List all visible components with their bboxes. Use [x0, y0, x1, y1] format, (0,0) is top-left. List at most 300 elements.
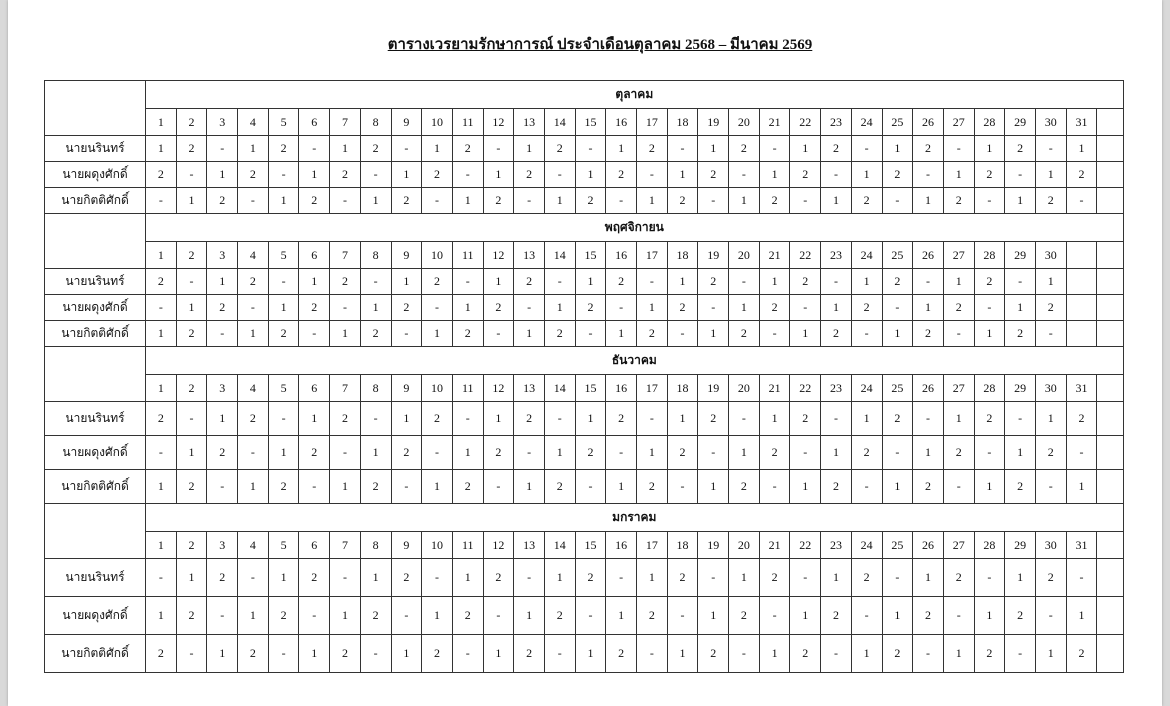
shift-cell: 2	[667, 436, 698, 470]
day-number: 3	[207, 532, 238, 559]
shift-cell: -	[1005, 635, 1036, 673]
shift-cell: 2	[913, 470, 944, 504]
shift-cell: -	[514, 188, 545, 214]
shift-cell: 1	[821, 559, 852, 597]
shift-cell: 1	[606, 470, 637, 504]
day-number: 30	[1035, 242, 1066, 269]
shift-cell: -	[299, 321, 330, 347]
shift-cell: 2	[821, 470, 852, 504]
shift-cell: 2	[882, 635, 913, 673]
shift-cell: 1	[207, 635, 238, 673]
shift-cell: 2	[514, 162, 545, 188]
shift-cell: 2	[238, 269, 269, 295]
shift-cell: 1	[422, 597, 453, 635]
shift-cell: 2	[146, 269, 177, 295]
shift-cell: 2	[943, 559, 974, 597]
shift-cell: 2	[422, 635, 453, 673]
day-number: 11	[452, 109, 483, 136]
empty-cell	[1097, 375, 1123, 402]
day-number: 7	[330, 109, 361, 136]
day-number: 8	[360, 109, 391, 136]
shift-cell: -	[790, 295, 821, 321]
person-row	[45, 295, 1124, 321]
shift-cell: -	[913, 162, 944, 188]
day-number: 26	[913, 109, 944, 136]
day-number: 22	[790, 375, 821, 402]
shift-cell: 2	[514, 635, 545, 673]
empty-cell	[1097, 136, 1123, 162]
shift-cell: -	[146, 559, 177, 597]
shift-cell: -	[452, 402, 483, 436]
person-name: นายผดุงศักดิ์	[45, 162, 146, 188]
shift-cell: -	[422, 436, 453, 470]
shift-cell: -	[207, 470, 238, 504]
day-number: 25	[882, 242, 913, 269]
day-number: 19	[698, 375, 729, 402]
person-name: นายผดุงศักดิ์	[45, 295, 146, 321]
day-number: 29	[1005, 109, 1036, 136]
shift-cell: -	[698, 559, 729, 597]
shift-cell: 2	[360, 136, 391, 162]
shift-cell: 2	[146, 635, 177, 673]
shift-cell: 1	[851, 402, 882, 436]
shift-cell: 2	[943, 188, 974, 214]
shift-cell: 2	[606, 402, 637, 436]
shift-cell: -	[483, 470, 514, 504]
shift-cell: 1	[575, 269, 606, 295]
shift-cell: 1	[544, 436, 575, 470]
shift-cell: -	[544, 269, 575, 295]
shift-cell: -	[698, 188, 729, 214]
month-name: ธันวาคม	[146, 347, 1124, 375]
shift-cell: -	[452, 162, 483, 188]
document-title: ตารางเวรยามรักษาการณ์ ประจำเดือนตุลาคม 2568 – มีนาคม 2569	[387, 37, 813, 53]
person-name: นายกิตติศักดิ์	[45, 635, 146, 673]
shift-cell: 1	[698, 597, 729, 635]
shift-cell: 1	[452, 295, 483, 321]
shift-cell: 2	[851, 295, 882, 321]
day-number: 15	[575, 375, 606, 402]
shift-cell: 2	[790, 162, 821, 188]
shift-cell: 1	[238, 136, 269, 162]
shift-cell: 1	[759, 269, 790, 295]
shift-cell: -	[637, 402, 668, 436]
day-number: 7	[330, 242, 361, 269]
shift-cell: 1	[851, 269, 882, 295]
shift-cell: -	[299, 136, 330, 162]
shift-cell: 2	[268, 470, 299, 504]
shift-cell: 2	[1066, 162, 1097, 188]
shift-cell: 2	[667, 295, 698, 321]
day-number: 21	[759, 242, 790, 269]
day-number: 14	[544, 375, 575, 402]
shift-cell: 1	[1035, 635, 1066, 673]
day-number: 30	[1035, 375, 1066, 402]
shift-cell: 1	[821, 436, 852, 470]
shift-cell: 1	[606, 597, 637, 635]
day-number: 18	[667, 242, 698, 269]
day-number: 6	[299, 375, 330, 402]
shift-cell: 2	[882, 402, 913, 436]
shift-cell: 2	[667, 188, 698, 214]
empty-cell	[1066, 242, 1097, 269]
shift-cell: 2	[790, 635, 821, 673]
shift-cell: 1	[360, 436, 391, 470]
shift-cell: 2	[146, 162, 177, 188]
day-number: 5	[268, 109, 299, 136]
shift-cell: 1	[330, 136, 361, 162]
day-number: 22	[790, 532, 821, 559]
shift-cell: 1	[729, 436, 760, 470]
shift-cell: 1	[299, 402, 330, 436]
shift-cell: 1	[544, 188, 575, 214]
day-number: 19	[698, 109, 729, 136]
shift-cell: 1	[913, 436, 944, 470]
shift-cell: 2	[360, 470, 391, 504]
shift-cell: 2	[913, 597, 944, 635]
day-number: 2	[176, 109, 207, 136]
shift-cell: 2	[544, 470, 575, 504]
empty-cell	[1097, 635, 1123, 673]
day-number: 31	[1066, 109, 1097, 136]
shift-cell: 1	[452, 436, 483, 470]
day-number: 25	[882, 532, 913, 559]
day-number: 14	[544, 242, 575, 269]
shift-cell: 1	[1005, 295, 1036, 321]
shift-cell: 1	[268, 559, 299, 597]
shift-cell: -	[882, 559, 913, 597]
day-number: 13	[514, 375, 545, 402]
day-number: 4	[238, 375, 269, 402]
shift-cell: 2	[483, 295, 514, 321]
shift-cell: 1	[299, 162, 330, 188]
shift-cell: -	[514, 559, 545, 597]
shift-cell: -	[637, 162, 668, 188]
day-number: 27	[943, 375, 974, 402]
shift-cell: 1	[452, 188, 483, 214]
shift-cell: 2	[913, 136, 944, 162]
shift-cell: -	[330, 559, 361, 597]
shift-cell: 1	[422, 321, 453, 347]
shift-cell: -	[637, 269, 668, 295]
shift-cell: 2	[1066, 402, 1097, 436]
shift-cell: -	[606, 436, 637, 470]
shift-cell: 1	[330, 470, 361, 504]
day-number: 25	[882, 375, 913, 402]
shift-cell: 2	[851, 559, 882, 597]
shift-cell: -	[575, 597, 606, 635]
shift-cell: 2	[575, 295, 606, 321]
shift-cell: 1	[974, 597, 1005, 635]
shift-cell: 1	[391, 162, 422, 188]
shift-cell: 1	[698, 470, 729, 504]
day-number: 10	[422, 375, 453, 402]
shift-cell: 2	[1035, 188, 1066, 214]
shift-cell: 1	[1066, 470, 1097, 504]
day-number: 9	[391, 109, 422, 136]
person-row	[45, 321, 1124, 347]
empty-cell	[1097, 269, 1123, 295]
empty-cell	[1097, 242, 1123, 269]
shift-cell: 2	[483, 436, 514, 470]
day-number: 27	[943, 242, 974, 269]
day-number: 27	[943, 532, 974, 559]
shift-cell: 1	[943, 635, 974, 673]
shift-cell: -	[974, 436, 1005, 470]
shift-cell: 2	[606, 269, 637, 295]
shift-cell: -	[606, 188, 637, 214]
shift-cell: 2	[176, 321, 207, 347]
shift-cell: -	[606, 295, 637, 321]
day-number: 21	[759, 375, 790, 402]
shift-cell: 2	[452, 136, 483, 162]
shift-cell: 1	[913, 559, 944, 597]
shift-cell: -	[759, 136, 790, 162]
shift-cell: -	[851, 321, 882, 347]
day-number: 10	[422, 109, 453, 136]
shift-cell: 2	[882, 269, 913, 295]
shift-cell: -	[146, 295, 177, 321]
person-name: นายนรินทร์	[45, 402, 146, 436]
person-name: นายนรินทร์	[45, 136, 146, 162]
shift-cell: -	[452, 635, 483, 673]
day-number: 15	[575, 242, 606, 269]
day-number: 1	[146, 109, 177, 136]
shift-cell: -	[913, 635, 944, 673]
day-number: 3	[207, 109, 238, 136]
day-number: 1	[146, 532, 177, 559]
shift-cell: 2	[207, 295, 238, 321]
day-number: 23	[821, 242, 852, 269]
shift-cell: 1	[360, 188, 391, 214]
shift-cell: 1	[575, 162, 606, 188]
shift-cell: -	[1066, 188, 1097, 214]
day-number: 1	[146, 375, 177, 402]
day-number: 8	[360, 375, 391, 402]
person-name: นายนรินทร์	[45, 269, 146, 295]
shift-cell: 2	[391, 295, 422, 321]
day-number: 11	[452, 532, 483, 559]
empty-cell	[1097, 402, 1123, 436]
shift-cell: 1	[851, 162, 882, 188]
shift-cell: 2	[299, 436, 330, 470]
shift-cell: 1	[268, 188, 299, 214]
shift-cell: 1	[575, 635, 606, 673]
shift-cell: -	[821, 162, 852, 188]
empty-cell	[1097, 559, 1123, 597]
shift-cell: 1	[790, 470, 821, 504]
shift-cell: 1	[943, 269, 974, 295]
shift-cell: 1	[238, 597, 269, 635]
shift-cell: -	[913, 402, 944, 436]
shift-cell: 1	[882, 136, 913, 162]
day-number: 2	[176, 532, 207, 559]
shift-cell: 1	[330, 597, 361, 635]
shift-cell: 2	[422, 402, 453, 436]
shift-cell: 2	[698, 162, 729, 188]
day-number: 2	[176, 242, 207, 269]
shift-cell: 1	[483, 635, 514, 673]
day-number: 20	[729, 532, 760, 559]
day-number: 6	[299, 242, 330, 269]
shift-cell: -	[391, 597, 422, 635]
shift-cell: 1	[667, 269, 698, 295]
shift-cell: -	[422, 188, 453, 214]
shift-cell: 2	[637, 136, 668, 162]
shift-cell: 1	[207, 162, 238, 188]
shift-cell: 2	[360, 597, 391, 635]
month-header-blank	[45, 214, 146, 269]
day-number: 11	[452, 375, 483, 402]
day-number: 23	[821, 375, 852, 402]
day-number: 25	[882, 109, 913, 136]
person-row	[45, 136, 1124, 162]
shift-cell: -	[821, 269, 852, 295]
shift-cell: 1	[391, 402, 422, 436]
day-number: 16	[606, 242, 637, 269]
shift-cell: -	[667, 597, 698, 635]
day-number: 14	[544, 109, 575, 136]
shift-cell: -	[483, 321, 514, 347]
shift-cell: 2	[544, 136, 575, 162]
shift-cell: -	[544, 402, 575, 436]
shift-cell: 2	[729, 321, 760, 347]
shift-cell: -	[790, 559, 821, 597]
day-number: 19	[698, 242, 729, 269]
shift-cell: 2	[299, 559, 330, 597]
month-header-blank	[45, 81, 146, 136]
shift-cell: 1	[176, 188, 207, 214]
person-row	[45, 436, 1124, 470]
shift-cell: 2	[759, 559, 790, 597]
shift-cell: -	[974, 559, 1005, 597]
day-number: 13	[514, 109, 545, 136]
day-number: 20	[729, 109, 760, 136]
shift-cell: 2	[452, 470, 483, 504]
person-row	[45, 635, 1124, 673]
shift-cell: 2	[851, 188, 882, 214]
shift-cell: 1	[422, 470, 453, 504]
shift-cell: -	[1066, 559, 1097, 597]
day-number: 11	[452, 242, 483, 269]
person-name: นายกิตติศักดิ์	[45, 188, 146, 214]
shift-cell: 1	[1005, 559, 1036, 597]
shift-cell: 2	[422, 269, 453, 295]
day-number: 19	[698, 532, 729, 559]
shift-cell: 1	[268, 295, 299, 321]
shift-cell: 1	[759, 162, 790, 188]
shift-cell: -	[360, 635, 391, 673]
person-row	[45, 597, 1124, 635]
shift-cell: -	[575, 136, 606, 162]
shift-cell: 2	[514, 402, 545, 436]
shift-cell: -	[360, 402, 391, 436]
shift-cell: 1	[851, 635, 882, 673]
shift-cell: 1	[1035, 269, 1066, 295]
shift-cell: 1	[667, 402, 698, 436]
shift-cell: -	[514, 295, 545, 321]
shift-cell: -	[759, 321, 790, 347]
shift-cell: -	[146, 436, 177, 470]
day-number: 21	[759, 109, 790, 136]
shift-cell: 1	[759, 635, 790, 673]
shift-cell: 1	[207, 402, 238, 436]
shift-cell: 1	[882, 321, 913, 347]
shift-cell: 2	[146, 402, 177, 436]
day-number: 28	[974, 375, 1005, 402]
shift-cell: -	[544, 635, 575, 673]
day-number: 12	[483, 242, 514, 269]
day-number: 22	[790, 109, 821, 136]
shift-cell: -	[851, 136, 882, 162]
day-number: 8	[360, 242, 391, 269]
empty-cell	[1097, 597, 1123, 635]
empty-cell	[1097, 321, 1123, 347]
day-number: 24	[851, 242, 882, 269]
shift-cell: -	[698, 295, 729, 321]
shift-cell: -	[943, 470, 974, 504]
month-header-blank	[45, 504, 146, 559]
shift-cell: 2	[974, 162, 1005, 188]
shift-cell: 1	[299, 635, 330, 673]
shift-cell: 2	[790, 269, 821, 295]
person-name: นายผดุงศักดิ์	[45, 597, 146, 635]
day-number: 10	[422, 242, 453, 269]
shift-cell: 1	[544, 559, 575, 597]
shift-cell: 2	[1005, 321, 1036, 347]
shift-cell: 1	[483, 269, 514, 295]
shift-cell: 1	[514, 136, 545, 162]
shift-cell: -	[1035, 470, 1066, 504]
shift-cell: 2	[452, 321, 483, 347]
shift-cell: 2	[606, 162, 637, 188]
empty-cell	[1097, 436, 1123, 470]
shift-cell: -	[176, 402, 207, 436]
shift-cell: -	[729, 402, 760, 436]
day-number: 12	[483, 109, 514, 136]
day-number: 26	[913, 375, 944, 402]
day-number: 26	[913, 242, 944, 269]
shift-cell: 2	[514, 269, 545, 295]
empty-cell	[1097, 532, 1123, 559]
shift-cell: -	[698, 436, 729, 470]
day-number: 12	[483, 532, 514, 559]
shift-cell: 1	[974, 321, 1005, 347]
shift-cell: 2	[637, 470, 668, 504]
shift-cell: 1	[667, 635, 698, 673]
shift-cell: 2	[176, 136, 207, 162]
shift-cell: -	[851, 597, 882, 635]
shift-cell: 1	[943, 162, 974, 188]
empty-cell	[1066, 295, 1097, 321]
day-number: 7	[330, 375, 361, 402]
shift-cell: 2	[299, 295, 330, 321]
shift-cell: 1	[452, 559, 483, 597]
shift-cell: 1	[391, 269, 422, 295]
shift-cell: -	[790, 188, 821, 214]
shift-cell: 2	[360, 321, 391, 347]
shift-cell: -	[268, 635, 299, 673]
shift-cell: 2	[882, 162, 913, 188]
shift-cell: 2	[268, 136, 299, 162]
shift-cell: -	[452, 269, 483, 295]
shift-cell: 2	[176, 597, 207, 635]
shift-cell: 2	[483, 188, 514, 214]
person-row	[45, 269, 1124, 295]
shift-cell: 1	[360, 295, 391, 321]
shift-cell: -	[943, 597, 974, 635]
shift-cell: -	[1035, 136, 1066, 162]
